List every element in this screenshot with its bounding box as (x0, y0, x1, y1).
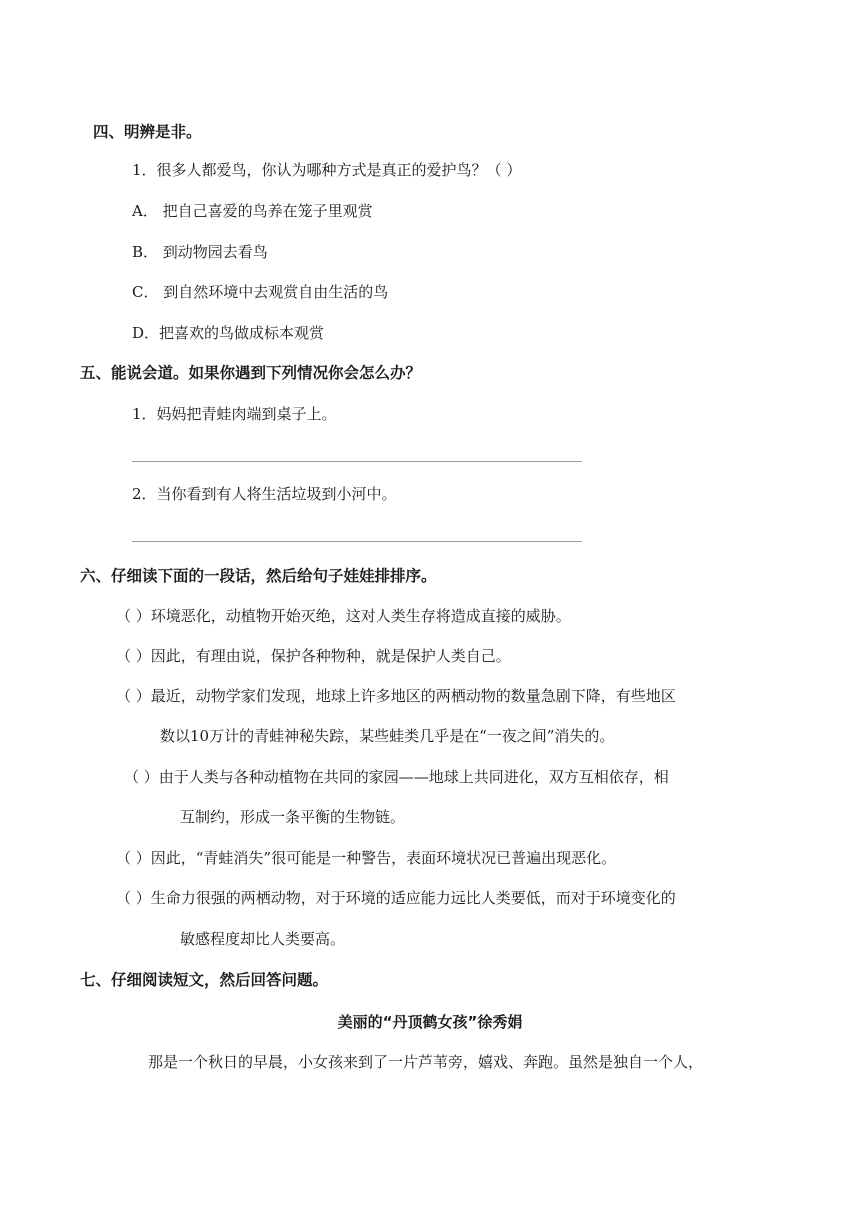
sentence-item-6: （ ）生命力很强的两栖动物，对于环境的适应能力远比人类要低，而对于环境变化的 (116, 889, 676, 907)
section-5-question-2: 2．当你看到有人将生活垃圾到小河中。 (132, 485, 397, 503)
sentence-item-1: （ ）环境恶化，动植物开始灭绝，这对人类生存将造成直接的威胁。 (116, 607, 571, 625)
option-c: C． 到自然环境中去观赏自由生活的鸟 (132, 283, 389, 301)
section-5-heading: 五、能说会道。如果你遇到下列情况你会怎么办？ (80, 364, 422, 382)
section-4-question-1: 1．很多人都爱鸟，你认为哪种方式是真正的爱护鸟？（ ） (132, 161, 522, 179)
option-a: A． 把自己喜爱的鸟养在笼子里观赏 (132, 202, 373, 220)
sentence-item-4-continued: 互制约，形成一条平衡的生物链。 (180, 808, 406, 826)
section-4-heading: 四、明辨是非。 (93, 123, 202, 141)
option-d: D．把喜欢的鸟做成标本观赏 (132, 324, 325, 342)
sentence-item-2: （ ）因此，有理由说，保护各种物种，就是保护人类自己。 (116, 647, 511, 665)
option-b: B． 到动物园去看鸟 (132, 243, 268, 261)
answer-line-1[interactable] (132, 461, 582, 462)
sentence-item-6-continued: 敏感程度却比人类要高。 (180, 930, 346, 948)
passage-paragraph-1: 那是一个秋日的早晨，小女孩来到了一片芦苇旁，嬉戏、奔跑。虽然是独自一个人， (148, 1053, 704, 1071)
passage-title: 美丽的“丹顶鹤女孩”徐秀娟 (337, 1013, 523, 1031)
sentence-item-5: （ ）因此，“青蛙消失”很可能是一种警告，表面环境状况已普遍出现恶化。 (116, 849, 617, 867)
sentence-item-3-continued: 数以10万计的青蛙神秘失踪，某些蛙类几乎是在“一夜之间”消失的。 (160, 727, 615, 745)
sentence-item-3: （ ）最近，动物学家们发现，地球上许多地区的两栖动物的数量急剧下降，有些地区 (116, 687, 676, 705)
section-7-heading: 七、仔细阅读短文，然后回答问题。 (80, 971, 329, 989)
answer-line-2[interactable] (132, 541, 582, 542)
section-5-question-1: 1．妈妈把青蛙肉端到桌子上。 (132, 405, 337, 423)
section-6-heading: 六、仔细读下面的一段话，然后给句子娃娃排排序。 (80, 567, 437, 585)
sentence-item-4: （ ）由于人类与各种动植物在共同的家园——地球上共同进化，双方互相依存，相 (124, 768, 669, 786)
